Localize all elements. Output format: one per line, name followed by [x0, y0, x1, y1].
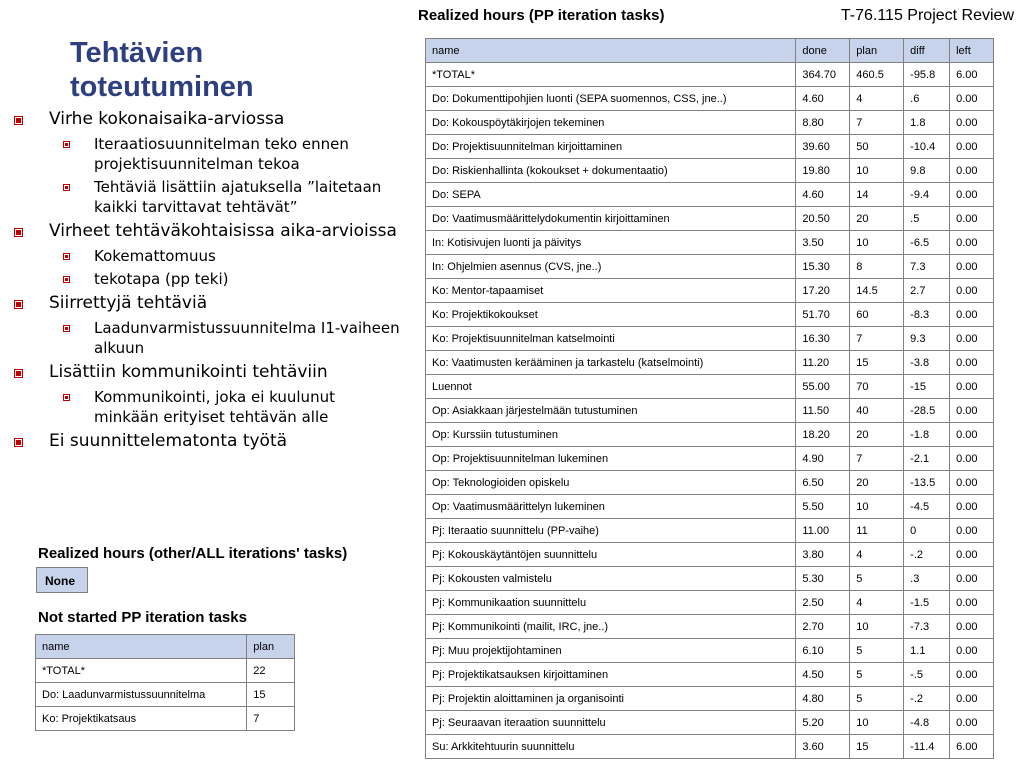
table-row — [426, 543, 994, 567]
table-cell: 11.20 — [796, 351, 850, 375]
table-row — [426, 519, 994, 543]
table-cell: 11.50 — [796, 399, 850, 423]
bullet-text: Siirrettyjä tehtäviä — [49, 293, 208, 313]
table-cell: 9.8 — [904, 159, 950, 183]
table-row — [426, 135, 994, 159]
table-cell: Pj: Kommunikointi (mailit, IRC, jne..) — [426, 615, 796, 639]
realized-pp-table — [425, 38, 994, 759]
sub-bullet-text: tekotapa (pp teki) — [94, 270, 229, 288]
slide-title — [70, 36, 400, 104]
table-cell: 3.50 — [796, 231, 850, 255]
bullet-text: Ei suunnittelematonta työtä — [49, 431, 288, 451]
table-cell: 7 — [247, 707, 295, 731]
bullet-square-icon — [14, 116, 23, 125]
table-cell: 11 — [850, 519, 904, 543]
bullet-item — [8, 292, 403, 314]
table-cell: 60 — [850, 303, 904, 327]
table-cell: 17.20 — [796, 279, 850, 303]
table-cell: 1.8 — [904, 111, 950, 135]
table-cell: 4 — [850, 591, 904, 615]
table-cell: -.2 — [904, 543, 950, 567]
sub-bullet-square-icon — [63, 325, 70, 332]
table-row — [426, 735, 994, 759]
table-cell: 10 — [850, 495, 904, 519]
column-header-done: done — [796, 39, 850, 63]
table-cell: 0.00 — [950, 711, 994, 735]
table-cell: 10 — [850, 615, 904, 639]
table-cell: -.5 — [904, 663, 950, 687]
sub-bullet-square-icon — [63, 184, 70, 191]
table-cell: 50 — [850, 135, 904, 159]
table-cell: Luennot — [426, 375, 796, 399]
not-started-table — [35, 634, 295, 731]
table-cell: 5 — [850, 639, 904, 663]
table-cell: Ko: Projektisuunnitelman katselmointi — [426, 327, 796, 351]
table-cell: 0.00 — [950, 111, 994, 135]
table-cell: 22 — [247, 659, 295, 683]
table-cell: 0.00 — [950, 663, 994, 687]
table-cell: 14 — [850, 183, 904, 207]
table-cell: 4 — [850, 87, 904, 111]
table-cell: -7.3 — [904, 615, 950, 639]
table-cell: 0.00 — [950, 207, 994, 231]
table-cell: 6.50 — [796, 471, 850, 495]
column-header-name: name — [426, 39, 796, 63]
table-row — [36, 683, 295, 707]
table-cell: -6.5 — [904, 231, 950, 255]
table-row — [426, 303, 994, 327]
table-cell: 55.00 — [796, 375, 850, 399]
table-cell: 0.00 — [950, 255, 994, 279]
table-cell: 40 — [850, 399, 904, 423]
table-cell: -4.5 — [904, 495, 950, 519]
table-cell: Do: Vaatimusmäärittelydokumentin kirjoittaminen — [426, 207, 796, 231]
table-cell: Do: Riskienhallinta (kokoukset + dokumentaatio) — [426, 159, 796, 183]
table-row — [426, 111, 994, 135]
table-cell: 0.00 — [950, 687, 994, 711]
table-cell: In: Ohjelmien asennus (CVS, jne..) — [426, 255, 796, 279]
sub-bullet-item — [8, 246, 403, 266]
table-cell: 0.00 — [950, 183, 994, 207]
table-cell: .3 — [904, 567, 950, 591]
table-cell: -1.8 — [904, 423, 950, 447]
table-cell: 7 — [850, 327, 904, 351]
table-cell: 0.00 — [950, 591, 994, 615]
bullet-square-icon — [14, 300, 23, 309]
table-cell: -9.4 — [904, 183, 950, 207]
table-cell: 6.00 — [950, 63, 994, 87]
table-cell: -3.8 — [904, 351, 950, 375]
sub-bullet-square-icon — [63, 394, 70, 401]
table-cell: 4.80 — [796, 687, 850, 711]
sub-bullet-item — [8, 134, 403, 174]
table-cell: Do: SEPA — [426, 183, 796, 207]
table-row — [426, 423, 994, 447]
table-cell: -1.5 — [904, 591, 950, 615]
table-cell: Pj: Kokousten valmistelu — [426, 567, 796, 591]
sub-bullet-square-icon — [63, 276, 70, 283]
table-cell: 9.3 — [904, 327, 950, 351]
table-cell: -.2 — [904, 687, 950, 711]
table-row — [426, 327, 994, 351]
table-row — [426, 279, 994, 303]
column-header-plan: plan — [247, 635, 295, 659]
table-row — [426, 447, 994, 471]
table-cell: 4.60 — [796, 87, 850, 111]
table-cell: Pj: Projektikatsauksen kirjoittaminen — [426, 663, 796, 687]
table-cell: 0.00 — [950, 519, 994, 543]
table-cell: 0.00 — [950, 471, 994, 495]
table-cell: 2.70 — [796, 615, 850, 639]
table-cell: 0.00 — [950, 567, 994, 591]
slide-title-line1: Tehtävien — [70, 37, 204, 69]
table-cell: -28.5 — [904, 399, 950, 423]
table-cell: Op: Kurssiin tutustuminen — [426, 423, 796, 447]
table-cell: -2.1 — [904, 447, 950, 471]
table-cell: 0.00 — [950, 639, 994, 663]
table-cell: 7 — [850, 111, 904, 135]
table-cell: 8.80 — [796, 111, 850, 135]
realized-other-heading: Realized hours (other/ALL iterations' tasks) — [38, 545, 348, 562]
table-cell: 0.00 — [950, 87, 994, 111]
table-row — [426, 375, 994, 399]
not-started-heading: Not started PP iteration tasks — [38, 609, 247, 626]
sub-bullet-item — [8, 177, 403, 217]
table-cell: Do: Kokouspöytäkirjojen tekeminen — [426, 111, 796, 135]
table-cell: Pj: Muu projektijohtaminen — [426, 639, 796, 663]
table-cell: 0.00 — [950, 375, 994, 399]
table-row — [426, 159, 994, 183]
table-cell: 0.00 — [950, 231, 994, 255]
table-cell: 5 — [850, 567, 904, 591]
bullet-square-icon — [14, 228, 23, 237]
table-cell: 20.50 — [796, 207, 850, 231]
table-cell: 2.7 — [904, 279, 950, 303]
table-cell: Op: Projektisuunnitelman lukeminen — [426, 447, 796, 471]
table-cell: 10 — [850, 711, 904, 735]
table-cell: 6.10 — [796, 639, 850, 663]
bullet-item — [8, 220, 403, 242]
table-cell: Pj: Kommunikaation suunnittelu — [426, 591, 796, 615]
table-cell: 20 — [850, 423, 904, 447]
sub-bullet-square-icon — [63, 253, 70, 260]
table-cell: Do: Projektisuunnitelman kirjoittaminen — [426, 135, 796, 159]
table-cell: Op: Teknologioiden opiskelu — [426, 471, 796, 495]
realized-other-value: None — [36, 567, 88, 593]
table-cell: Do: Dokumenttipohjien luonti (SEPA suomennos, CSS, jne..) — [426, 87, 796, 111]
table-cell: 70 — [850, 375, 904, 399]
bullet-text: Virheet tehtäväkohtaisissa aika-arvioissa — [49, 221, 397, 241]
table-cell: *TOTAL* — [426, 63, 796, 87]
sub-bullet-text: Laadunvarmistussuunnitelma I1-vaiheen alkuun — [94, 319, 400, 357]
table-cell: 4.60 — [796, 183, 850, 207]
table-cell: -15 — [904, 375, 950, 399]
table-cell: 460.5 — [850, 63, 904, 87]
column-header-diff: diff — [904, 39, 950, 63]
table-cell: Do: Laadunvarmistussuunnitelma — [36, 683, 247, 707]
table-cell: Ko: Vaatimusten kerääminen ja tarkastelu (katselmointi) — [426, 351, 796, 375]
table-cell: 51.70 — [796, 303, 850, 327]
table-row — [36, 659, 295, 683]
table-row — [426, 87, 994, 111]
table-cell: -10.4 — [904, 135, 950, 159]
table-cell: Su: Arkkitehtuurin suunnittelu — [426, 735, 796, 759]
table-cell: 0.00 — [950, 351, 994, 375]
table-cell: 0.00 — [950, 279, 994, 303]
table-cell: -13.5 — [904, 471, 950, 495]
table-row — [426, 567, 994, 591]
table-cell: 15 — [850, 735, 904, 759]
bullet-text: Virhe kokonaisaika-arviossa — [49, 109, 285, 129]
table-cell: 3.80 — [796, 543, 850, 567]
table-row — [426, 471, 994, 495]
table-cell: 10 — [850, 159, 904, 183]
sub-bullet-text: Iteraatiosuunnitelman teko ennen projektisuunnitelman tekoa — [94, 135, 349, 173]
table-cell: *TOTAL* — [36, 659, 247, 683]
table-cell: 10 — [850, 231, 904, 255]
table-cell: 7 — [850, 447, 904, 471]
table-cell: 18.20 — [796, 423, 850, 447]
table-cell: 0 — [904, 519, 950, 543]
table-cell: 15.30 — [796, 255, 850, 279]
table-cell: 20 — [850, 207, 904, 231]
sub-bullet-item — [8, 269, 403, 289]
table-row — [426, 615, 994, 639]
table-cell: 0.00 — [950, 159, 994, 183]
sub-bullet-text: Kokemattomuus — [94, 247, 216, 265]
table-cell: 0.00 — [950, 135, 994, 159]
column-header-plan: plan — [850, 39, 904, 63]
slide-title-line2: toteutuminen — [70, 71, 254, 103]
bullet-text: Lisättiin kommunikointi tehtäviin — [49, 362, 328, 382]
table-cell: 15 — [850, 351, 904, 375]
table-cell: 6.00 — [950, 735, 994, 759]
table-cell: 0.00 — [950, 399, 994, 423]
table-row — [426, 207, 994, 231]
sub-bullet-item — [8, 318, 403, 358]
column-header-name: name — [36, 635, 247, 659]
table-cell: 39.60 — [796, 135, 850, 159]
table-cell: 5.30 — [796, 567, 850, 591]
bullet-item — [8, 361, 403, 383]
sub-bullet-text: Kommunikointi, joka ei kuulunut minkään erityiset tehtävän alle — [94, 388, 335, 426]
table-row — [426, 183, 994, 207]
table-cell: Pj: Kokouskäytäntöjen suunnittelu — [426, 543, 796, 567]
table-cell: 15 — [247, 683, 295, 707]
course-header: T-76.115 Project Review — [840, 7, 1014, 24]
table-cell: 3.60 — [796, 735, 850, 759]
table-cell: 0.00 — [950, 543, 994, 567]
table-cell: 5.50 — [796, 495, 850, 519]
bullet-item — [8, 430, 403, 452]
table-cell: Ko: Mentor-tapaamiset — [426, 279, 796, 303]
table-row — [426, 639, 994, 663]
bullet-square-icon — [14, 438, 23, 447]
table-cell: 5.20 — [796, 711, 850, 735]
table-row — [426, 351, 994, 375]
table-cell: 4.50 — [796, 663, 850, 687]
table-cell: Op: Vaatimusmäärittelyn lukeminen — [426, 495, 796, 519]
table-cell: 1.1 — [904, 639, 950, 663]
table-row — [426, 63, 994, 87]
table-row — [426, 591, 994, 615]
table-cell: 11.00 — [796, 519, 850, 543]
table-row — [426, 399, 994, 423]
table-cell: -4.8 — [904, 711, 950, 735]
table-row — [36, 707, 295, 731]
table-cell: 7.3 — [904, 255, 950, 279]
table-cell: 2.50 — [796, 591, 850, 615]
table-row — [426, 663, 994, 687]
column-header-left: left — [950, 39, 994, 63]
table-cell: 0.00 — [950, 495, 994, 519]
table-cell: 0.00 — [950, 327, 994, 351]
table-cell: 19.80 — [796, 159, 850, 183]
table-cell: 0.00 — [950, 615, 994, 639]
bullet-item — [8, 108, 403, 130]
table-header-row — [426, 39, 994, 63]
table-cell: 4.90 — [796, 447, 850, 471]
table-cell: Ko: Projektikatsaus — [36, 707, 247, 731]
table-cell: 16.30 — [796, 327, 850, 351]
table-cell: 5 — [850, 687, 904, 711]
table-cell: 0.00 — [950, 303, 994, 327]
table-cell: 8 — [850, 255, 904, 279]
table-cell: Ko: Projektikokoukset — [426, 303, 796, 327]
table-cell: In: Kotisivujen luonti ja päivitys — [426, 231, 796, 255]
table-cell: 5 — [850, 663, 904, 687]
table-cell: .6 — [904, 87, 950, 111]
bullet-square-icon — [14, 369, 23, 378]
table-cell: 0.00 — [950, 447, 994, 471]
table-cell: -8.3 — [904, 303, 950, 327]
table-cell: .5 — [904, 207, 950, 231]
table-cell: -11.4 — [904, 735, 950, 759]
table-cell: Pj: Seuraavan iteraation suunnittelu — [426, 711, 796, 735]
table-cell: 4 — [850, 543, 904, 567]
table-cell: Pj: Projektin aloittaminen ja organisointi — [426, 687, 796, 711]
table-row — [426, 231, 994, 255]
table-header-row — [36, 635, 295, 659]
table-row — [426, 711, 994, 735]
sub-bullet-item — [8, 387, 403, 427]
sub-bullet-text: Tehtäviä lisättiin ajatuksella ”laitetaan kaikki tarvittavat tehtävät” — [94, 178, 382, 216]
bullet-list — [8, 108, 403, 456]
table-cell: Pj: Iteraatio suunnittelu (PP-vaihe) — [426, 519, 796, 543]
table-cell: 364.70 — [796, 63, 850, 87]
table-cell: Op: Asiakkaan järjestelmään tutustuminen — [426, 399, 796, 423]
table-cell: -95.8 — [904, 63, 950, 87]
table-row — [426, 687, 994, 711]
sub-bullet-square-icon — [63, 141, 70, 148]
table-row — [426, 495, 994, 519]
table-cell: 14.5 — [850, 279, 904, 303]
table-cell: 20 — [850, 471, 904, 495]
realized-pp-heading: Realized hours (PP iteration tasks) — [418, 7, 665, 24]
table-row — [426, 255, 994, 279]
table-cell: 0.00 — [950, 423, 994, 447]
